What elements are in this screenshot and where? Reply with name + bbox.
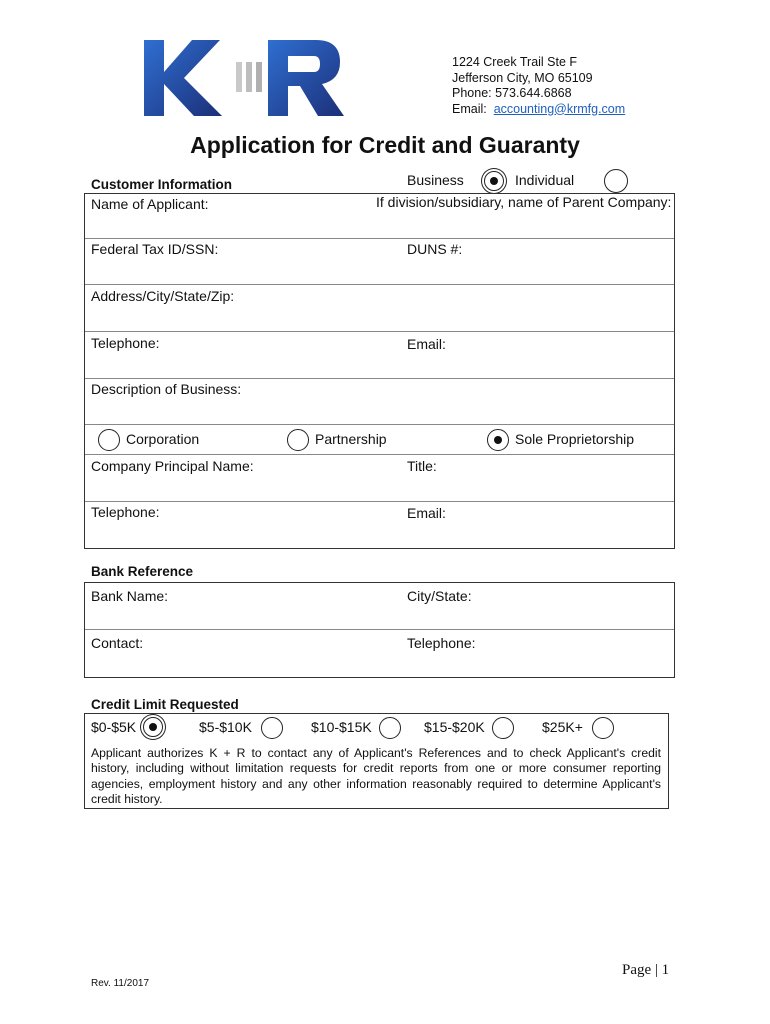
duns-label: DUNS #: xyxy=(407,241,463,257)
principal-name-field[interactable] xyxy=(90,477,390,499)
principal-email-label: Email: xyxy=(407,505,446,521)
email-link[interactable]: accounting@krmfg.com xyxy=(493,101,626,116)
email-line xyxy=(452,102,625,118)
bank-contact-label: Contact: xyxy=(91,635,144,651)
principal-email-field[interactable] xyxy=(405,523,670,545)
bank-section-label: Bank Reference xyxy=(91,564,194,579)
credit-option-radio[interactable] xyxy=(143,717,163,737)
bank-telephone-label: Telephone: xyxy=(407,635,476,651)
partnership-label: Partnership xyxy=(315,431,387,447)
corporation-label: Corporation xyxy=(126,431,200,447)
bank-name-field[interactable] xyxy=(90,607,390,629)
business-radio[interactable] xyxy=(484,171,504,191)
tax-id-label: Federal Tax ID/SSN: xyxy=(91,241,219,257)
address-line2: Jefferson City, MO 65109 xyxy=(452,70,593,85)
page-title: Application for Credit and Guaranty xyxy=(190,132,580,158)
bank-telephone-field[interactable] xyxy=(405,654,670,676)
bank-city-field[interactable] xyxy=(405,607,670,629)
phone-line: Phone: 573.644.6868 xyxy=(452,86,572,100)
principal-telephone-label: Telephone: xyxy=(91,504,160,520)
parent-company-label: If division/subsidiary, name of Parent Company: xyxy=(376,194,672,210)
bank-city-label: City/State: xyxy=(407,588,472,604)
credit-option-label: $25K+ xyxy=(542,719,583,735)
title-field[interactable] xyxy=(405,477,670,499)
applicant-name-field[interactable] xyxy=(90,214,670,236)
telephone-label: Telephone: xyxy=(91,335,160,351)
corporation-radio[interactable] xyxy=(98,429,120,451)
applicant-name-label: Name of Applicant: xyxy=(91,196,209,212)
credit-option-label: $5-$10K xyxy=(199,719,252,735)
email-field[interactable] xyxy=(405,354,670,376)
credit-section-label: Credit Limit Requested xyxy=(91,697,239,712)
business-label: Business xyxy=(407,172,464,188)
duns-field[interactable] xyxy=(405,260,670,282)
bank-contact-field[interactable] xyxy=(90,654,390,676)
page-number: Page | 1 xyxy=(622,962,670,978)
address-line1: 1224 Creek Trail Ste F xyxy=(452,55,578,69)
description-field[interactable] xyxy=(90,400,670,422)
telephone-field[interactable] xyxy=(90,354,390,376)
sole-proprietorship-radio[interactable] xyxy=(487,429,509,451)
description-label: Description of Business: xyxy=(91,381,242,397)
credit-option-radio[interactable] xyxy=(261,717,283,739)
company-logo xyxy=(140,38,345,118)
principal-name-label: Company Principal Name: xyxy=(91,458,254,474)
customer-section-label: Customer Information xyxy=(91,177,233,192)
address-field[interactable] xyxy=(90,307,670,329)
email-field-label: Email: xyxy=(407,336,446,352)
revision-label: Rev. 11/2017 xyxy=(91,978,150,989)
principal-telephone-field[interactable] xyxy=(90,523,390,545)
title-label: Title: xyxy=(407,458,437,474)
tax-id-field[interactable] xyxy=(90,260,390,282)
credit-option-radio[interactable] xyxy=(492,717,514,739)
credit-option-label: $0-$5K xyxy=(91,719,137,735)
email-label: Email: xyxy=(452,101,487,116)
sole-proprietorship-label: Sole Proprietorship xyxy=(515,431,635,447)
individual-radio[interactable] xyxy=(604,169,628,193)
partnership-radio[interactable] xyxy=(287,429,309,451)
authorization-text: Applicant authorizes K + R to contact any of Applicant's References and to check Applicant's credit history, including without limitation requests for credit reports from one or more consumer reporting agencies, employment history and any other information reasonably required to determine Applicant's credit history. xyxy=(91,746,661,806)
credit-option-radio[interactable] xyxy=(592,717,614,739)
credit-option-label: $10-$15K xyxy=(311,719,372,735)
address-label: Address/City/State/Zip: xyxy=(91,288,235,304)
individual-label: Individual xyxy=(515,172,575,188)
company-address xyxy=(452,55,625,117)
credit-option-label: $15-$20K xyxy=(424,719,485,735)
bank-name-label: Bank Name: xyxy=(91,588,169,604)
credit-option-radio[interactable] xyxy=(379,717,401,739)
